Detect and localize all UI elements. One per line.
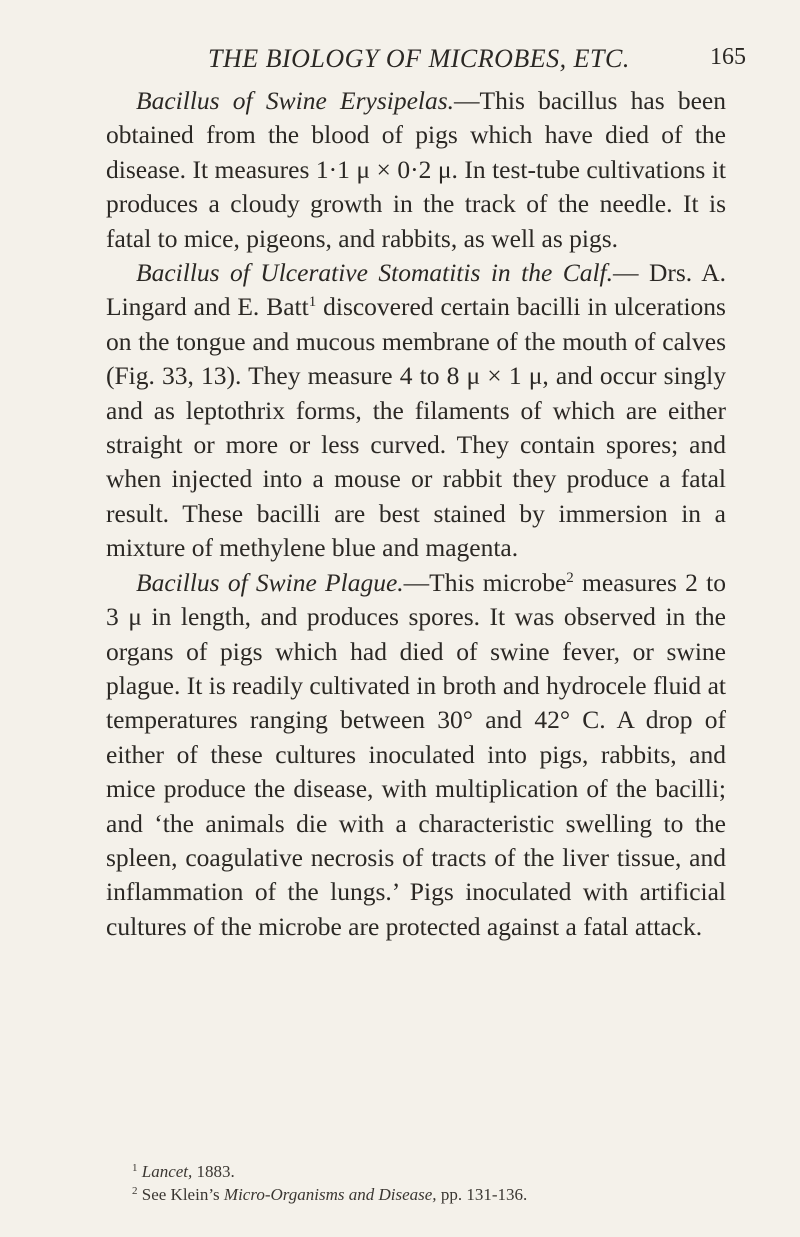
footnote-2 <box>106 1183 726 1206</box>
footnote-title: Micro-Organisms and Disease, <box>223 1185 437 1204</box>
footnote-mark: 1 <box>132 1162 138 1174</box>
footnote-1 <box>106 1160 726 1183</box>
page-number: 165 <box>710 44 746 70</box>
paragraph-swine-plague <box>106 566 726 944</box>
footnotes <box>106 1160 726 1206</box>
footnote-ref: 1 <box>308 294 317 311</box>
paragraph-text: —This microbe <box>403 567 567 597</box>
running-title: THE BIOLOGY OF MICROBES, ETC. <box>208 44 630 73</box>
running-head <box>0 44 800 84</box>
footnote-mark: 2 <box>132 1185 138 1197</box>
paragraph-heading: Bacillus of Swine Erysipelas. <box>136 86 455 115</box>
footnote-text: pp. 131-136. <box>436 1185 528 1204</box>
paragraph-text: measures 2 to 3 μ in length, and produces spores. It was observed in the organs of pigs which had died of swine fever, or swine plague. It is readily cultivated in broth and hydrocele fluid at temperatures ranging between 30° and 42° C. A drop of either of these cultures inoculated into pigs, rabbits, and mice produce the disease, with multiplication of the bacilli; and ‘the animals die with a characteristic swelling to the spleen, coagulative necrosis of tracts of the liver tissue, and inflammation of the lungs.’ Pigs inoculated with artificial cultures of the microbe are protected against a fatal attack. <box>106 567 726 941</box>
footnote-ref: 2 <box>566 569 574 586</box>
footnote-prefix: See Klein’s <box>141 1185 224 1204</box>
paragraph-heading: Bacillus of Swine Plague. <box>136 567 404 597</box>
paragraph-heading: Bacillus of Ulcerative Stomatitis in the Calf. <box>136 258 614 288</box>
footnote-text: 1883. <box>192 1162 235 1181</box>
paragraph-ulcerative-stomatitis <box>106 256 726 566</box>
paragraph-swine-erysipelas <box>106 84 726 256</box>
footnote-title: Lancet, <box>141 1162 193 1181</box>
paragraph-text: —This bacillus has been obtained from the blood of pigs which have died of the disease. It measures 1·1 μ × 0·2 μ. In test-tube cultivations it produces a cloudy growth in the track of the needle. It is fatal to mice, pigeons, and rabbits, as well as pigs. <box>106 86 726 253</box>
paragraph-text: discovered certain bacilli in ulcerations on the tongue and mucous membrane of the mouth of calves (Fig. 33, 13). They measure 4 to 8 μ × 1 μ, and occur singly and as leptothrix forms, the filaments of which are either straight or more or less curved. They contain spores; and when injected into a mouse or rabbit they produce a fatal result. These bacilli are best stained by immersion in a mixture of methylene blue and magenta. <box>106 292 726 563</box>
paragraph-text: — Drs. A. Lingard and E. Batt <box>106 258 726 322</box>
body-text <box>106 84 726 944</box>
